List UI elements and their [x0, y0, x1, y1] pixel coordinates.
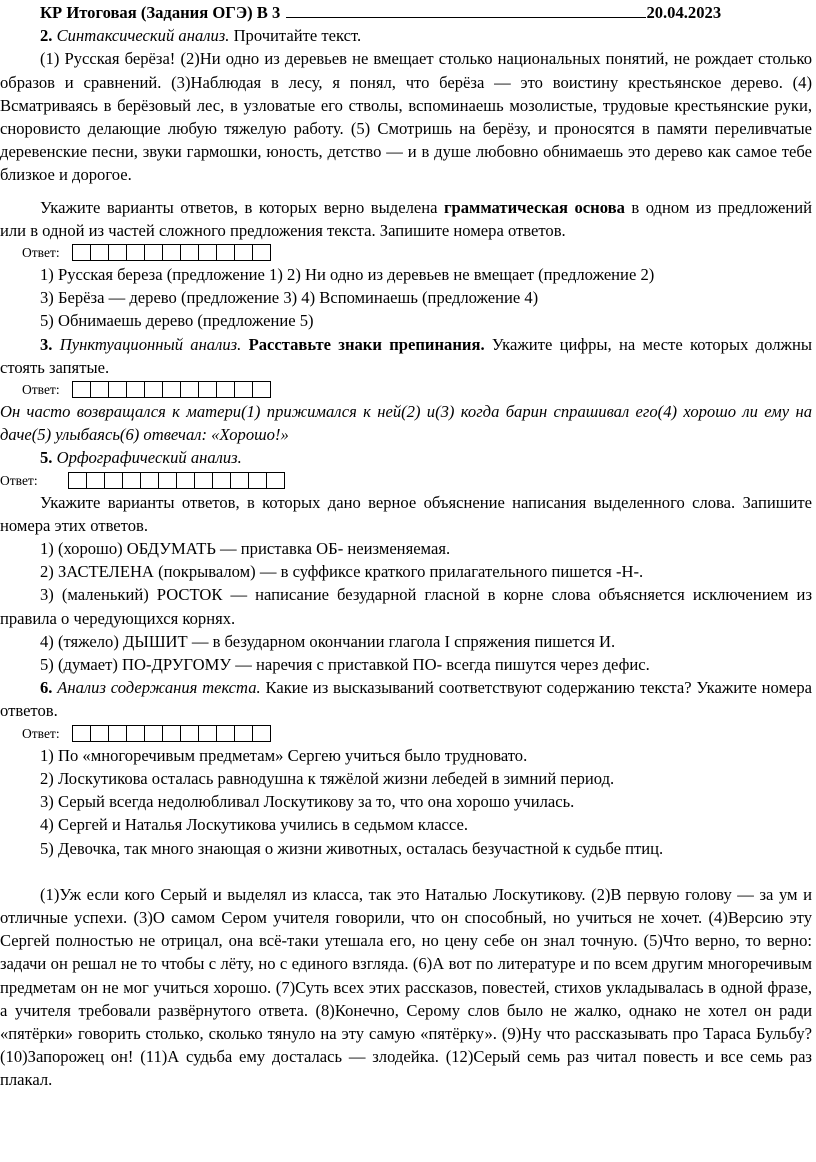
task3-answer: Ответ: — [0, 379, 812, 400]
task5-option: 4) (тяжело) ДЫШИТ — в безударном окончании глагола I спряжения пишется И. — [40, 631, 616, 651]
task5-answer: Ответ: — [0, 470, 812, 491]
answer-boxes[interactable] — [68, 472, 285, 489]
task5-option: 1) (хорошо) ОБДУМАТЬ — приставка ОБ- неизменяемая. — [40, 539, 451, 559]
name-blank[interactable] — [286, 0, 646, 18]
task5-option: 2) ЗАСТЕЛЕНА (покрывалом) — в суффиксе краткого прилагательного пишется -Н-. — [40, 562, 644, 582]
task2-option: 3) Берёза — дерево (предложение 3) 4) Вспоминаешь (предложение 4) — [40, 288, 539, 308]
task6-option: 1) По «многоречивым предметам» Сергею учиться было трудновато. — [40, 745, 528, 765]
task5-title: 5. Орфографический анализ. — [40, 448, 242, 468]
story-text: (1)Уж если кого Серый и выделял из класса, так это Наталью Лоскутикову. (2)В первую голову — за ум и отличные успехи. (3)О самом Сером учителя говорили, что он способный, но учиться не хочет. (4)Версию эту Сергей полностью не отрицал, она всё-таки утешала его, но цену себе он знал точную. (5)Что верно, то верно: задачи он решал не то чтобы с лёту, но с единого взгляда. (6)А вот по литературе и по всем другим многоречивым предметам он не мог учиться хорошо. (7)Суть всех этих рассказов, повестей, стихов укладывалась в одной фразе, а учителя требовали развёрнутого ответа. (8)Конечно, Серому слов было не жалко, однако не хотел он ради «пятёрки» говорить столько, сколько тянуло на эту самую «пятёрку». (9)Ну что рассказывать про Тараса Бульбу? (10)Запорожец он! (11)А судьба ему досталась — злодейка. (12)Серый семь раз читал повесть и все семь раз плакал. — [0, 884, 812, 1090]
task6-option: 5) Девочка, так много знающая о жизни животных, осталась безучастной к судьбе птиц. — [40, 838, 664, 858]
task6-option: 2) Лоскутикова осталась равнодушна к тяжёлой жизни лебедей в зимний период. — [40, 768, 615, 788]
task6-option: 4) Сергей и Наталья Лоскутикова учились в седьмом классе. — [40, 815, 469, 835]
answer-boxes[interactable] — [72, 244, 271, 261]
task5-option: 3) (маленький) РОСТОК — написание безударной гласной в корне слова объясняется исключением из правила о чередующихся корнях. — [0, 585, 812, 628]
task6-title: 6. Анализ содержания текста. Какие из высказываний соответствуют содержанию текста? Укажите номера ответов. — [0, 678, 813, 721]
task2-question: Укажите варианты ответов, в которых верно выделена грамматическая основа в одном из предложений или в одной из частей сложного предложения текста. Запишите номера ответов. — [0, 197, 812, 240]
task2-answer: Ответ: — [0, 242, 812, 263]
task2-title: 2. Синтаксический анализ. Прочитайте текст. — [40, 26, 362, 46]
header-title: КР Итоговая (Задания ОГЭ) В 3 — [40, 3, 281, 22]
task2-option: 5) Обнимаешь дерево (предложение 5) — [40, 311, 314, 331]
answer-boxes[interactable] — [72, 725, 271, 742]
task6-option: 3) Серый всегда недолюбливал Лоскутикову за то, что она хорошо училась. — [40, 792, 575, 812]
task3-sentence: Он часто возвращался к матери(1) прижимался к ней(2) и(3) когда барин спрашивал его(4) хорошо ли ему на даче(5) улыбаясь(6) отвечал: «Хорошо!» — [0, 402, 812, 445]
task2-option: 1) Русская береза (предложение 1) 2) Ни одно из деревьев не вмещает (предложение 2) — [40, 265, 655, 285]
task5-question: Укажите варианты ответов, в которых дано верное объяснение написания выделенного слова. Запишите номера этих ответов. — [0, 492, 812, 535]
task6-answer: Ответ: — [0, 723, 812, 744]
header — [0, 0, 812, 24]
answer-boxes[interactable] — [72, 381, 271, 398]
task2-text: (1) Русская берёза! (2)Ни одно из деревьев не вмещает столько национальных понятий, не рождает столько образов и сравнений. (3)Наблюдая в лесу, я понял, что берёза — это воистину крестьянское дерево. (4) Всматриваясь в берёзовый лес, в узловатые его стволы, вспоминаешь мозолистые, трудовые крестьянские руки, сноровисто делающие любую тяжелую работу. (5) Смотришь на берёзу, и проносятся в памяти переливчатые деревенские песни, звуки гармошки, юность, детство — и в душе любовно обнимаешь это дерево как самое тебе близкое и дорогое. — [0, 49, 812, 185]
task3-title: 3. Пунктуационный анализ. Расставьте знаки препинания. Укажите цифры, на месте которых должны стоять запятые. — [0, 334, 812, 377]
header-date: 20.04.2023 — [646, 3, 722, 22]
task5-option: 5) (думает) ПО-ДРУГОМУ — наречия с приставкой ПО- всегда пишутся через дефис. — [40, 655, 650, 675]
